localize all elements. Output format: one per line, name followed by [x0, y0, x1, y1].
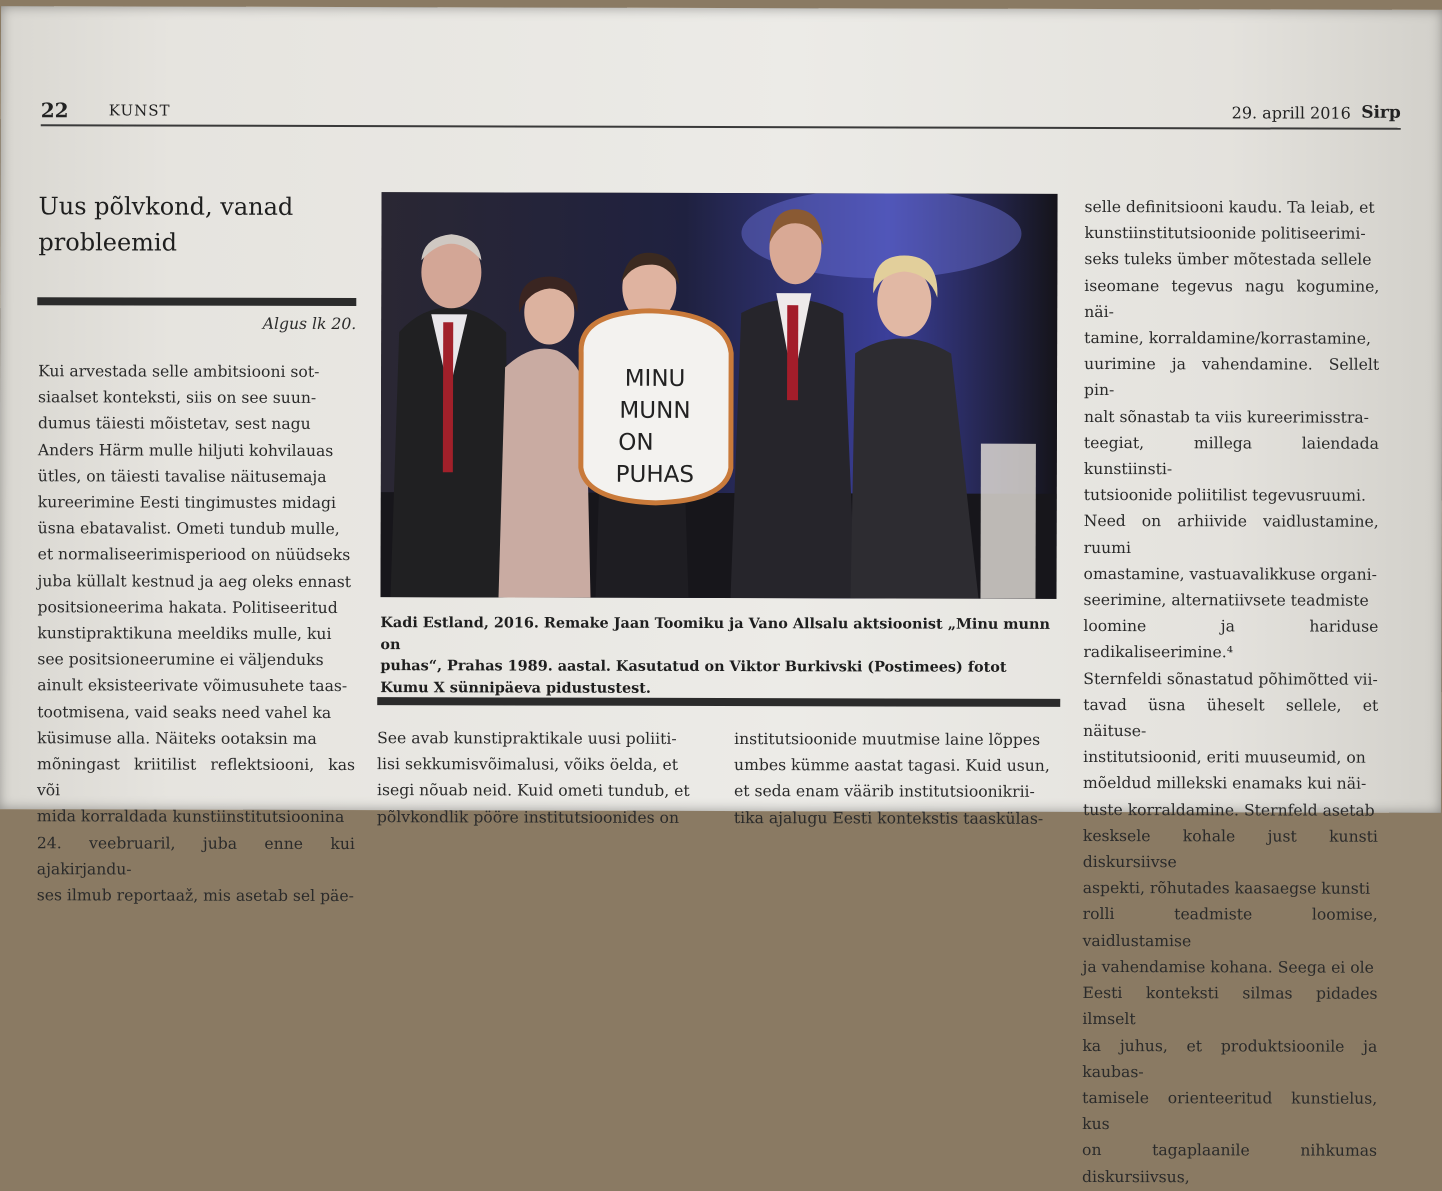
text-line: See avab kunstipraktikale uusi poliiti- — [377, 729, 677, 748]
bib-line: MUNN — [619, 397, 691, 424]
text-line: positsioneerima hakata. Politiseeritud — [37, 598, 338, 617]
text-line: ses ilmub reportaaž, mis asetab sel päe- — [36, 886, 354, 906]
text-line: ainult eksisteerivate võimusuhete taas- — [37, 676, 348, 696]
text-line: rolli teadmiste loomise, vaidlustamise — [1082, 905, 1378, 950]
text-line: omastamine, vastuavalikkuse organi- — [1083, 564, 1377, 584]
text-line: iseomane tegevus nagu kogumine, näi- — [1084, 276, 1380, 321]
bib-line: PUHAS — [615, 461, 695, 488]
text-line: tamisele orienteeritud kunstielus, kus — [1082, 1088, 1378, 1134]
text-line: institutsioonid, eriti muuseumid, on — [1083, 748, 1366, 767]
page-header — [41, 98, 1401, 126]
text-line: seks tuleks ümber mõtestada sellele — [1084, 250, 1372, 270]
newspaper-page — [0, 6, 1442, 1186]
text-line: küsimuse alla. Näiteks ootaksin ma — [37, 729, 317, 748]
text-line: see positsioneerumine ei väljenduks — [37, 650, 324, 670]
text-line: tamine, korraldamine/korrastamine, — [1084, 328, 1371, 348]
caption-line: Kumu X sünnipäeva pidustustest. — [380, 678, 651, 697]
text-line: tika ajalugu Eesti kontekstis taaskülas- — [733, 808, 1044, 828]
text-line: on tagaplaanile nihkumas diskursiivsus, — [1081, 1141, 1378, 1186]
text-line: et normaliseerimisperiood on nüüdseks — [37, 545, 351, 565]
left-text-column — [37, 358, 356, 909]
bib-line: MINU — [624, 365, 686, 392]
text-line: seerimine, alternatiivsete teadmiste — [1083, 590, 1369, 610]
text-line: tootmisena, vaid seaks need vahel ka — [37, 702, 332, 722]
text-line: Anders Härm mulle hiljuti kohvilauas — [37, 440, 334, 460]
text-line: Eesti konteksti silmas pidades ilmselt — [1082, 984, 1378, 1029]
text-line: ja vahendamise kohana. Seega ei ole — [1082, 957, 1374, 977]
text-line: üsna ebatavalist. Ometi tundub mulle, — [37, 519, 340, 539]
text-line: mida korraldada kunstiinstitutsioonina — [36, 807, 345, 827]
text-line: mõeldud millekski enamaks kui näi- — [1082, 774, 1367, 794]
bib-line: ON — [618, 429, 654, 456]
text-line: ütles, on täiesti tavalise näitusemaja — [37, 467, 327, 486]
page-number: 22 — [40, 98, 69, 123]
text-line: kunstipraktikuna meeldiks mulle, kui — [37, 624, 332, 644]
right-text-column — [1082, 194, 1380, 1190]
publication-name: Sirp — [1361, 102, 1401, 123]
text-line: 24. veebruaril, juba enne kui ajakirjandu- — [36, 833, 355, 879]
issue-date: 29. aprill 2016 — [1231, 103, 1351, 123]
text-line: Sternfeldi sõnastatud põhimõtted vii- — [1083, 669, 1378, 689]
title-divider — [37, 297, 356, 306]
text-line: tuste korraldamine. Sternfeld asetab — [1082, 800, 1375, 820]
text-line: aspekti, rõhutades kaasaegse kunsti — [1082, 879, 1371, 898]
text-line: tutsioonide poliitilist tegevusruumi. — [1083, 486, 1366, 505]
caption-line: puhas“, Prahas 1989. aastal. Kasutatud on Viktor Burkivski (Postimees) fotot — [380, 657, 1007, 676]
text-line: umbes kümme aastat tagasi. Kuid usun, — [734, 756, 1050, 776]
continued-from-note: Algus lk 20. — [262, 314, 357, 334]
text-line: lisi sekkumisvõimalusi, võiks öelda, et — [377, 755, 679, 775]
title-line: Uus põlvkond, vanad — [38, 192, 294, 221]
text-line: mõningast kriitilist reflektsiooni, kas või — [36, 755, 356, 800]
text-line: isegi nõuab neid. Kuid ometi tundub, et — [376, 781, 690, 801]
article-title — [38, 188, 348, 261]
text-line: dumus täiesti mõistetav, sest nagu — [37, 414, 311, 434]
photo-illustration — [381, 192, 1058, 599]
text-line: nalt sõnastab ta viis kureerimisstra- — [1083, 407, 1369, 427]
text-line: institutsioonide muutmise laine lõppes — [734, 730, 1041, 749]
text-line: Kui arvestada selle ambitsiooni sot- — [38, 362, 320, 381]
text-line: kesksele kohale just kunsti diskursiivse — [1082, 826, 1378, 872]
caption-line: Kadi Estland, 2016. Remake Jaan Toomiku ja Vano Allsalu aktsioonist „Minu munn on — [380, 614, 1050, 653]
title-line: probleemid — [38, 228, 178, 257]
caption-divider — [377, 697, 1060, 707]
bottom-text-column-2 — [734, 726, 1064, 832]
bottom-text-column-1 — [377, 725, 707, 831]
text-line: kureerimine Eesti tingimustes midagi — [37, 493, 337, 513]
text-line: et seda enam väärib institutsioonikrii- — [733, 782, 1035, 802]
text-line: selle definitsiooni kaudu. Ta leiab, et — [1084, 197, 1375, 217]
text-line: ka juhus, et produktsioonile ja kaubas- — [1082, 1036, 1378, 1081]
text-line: Need on arhiivide vaidlustamine, ruumi — [1083, 512, 1379, 557]
text-line: põlvkondlik pööre institutsioonides on — [376, 807, 680, 827]
text-line: teegiat, millega laiendada kunstiinsti- — [1083, 433, 1379, 479]
text-line: uurimine ja vahendamine. Sellelt pin- — [1084, 355, 1380, 400]
text-line: juba küllalt kestnud ja aeg oleks ennast — [37, 571, 352, 591]
text-line: kunstiinstitutsioonide politiseerimi- — [1084, 224, 1366, 243]
text-line: tavad üsna üheselt sellele, et näituse- — [1083, 695, 1379, 741]
article-photo — [381, 192, 1058, 599]
section-name: KUNST — [108, 101, 171, 120]
photo-caption — [380, 612, 1056, 700]
text-line: siaalset konteksti, siis on see suun- — [38, 388, 317, 408]
text-line: loomine ja hariduse radikaliseerimine.⁴ — [1083, 617, 1379, 662]
